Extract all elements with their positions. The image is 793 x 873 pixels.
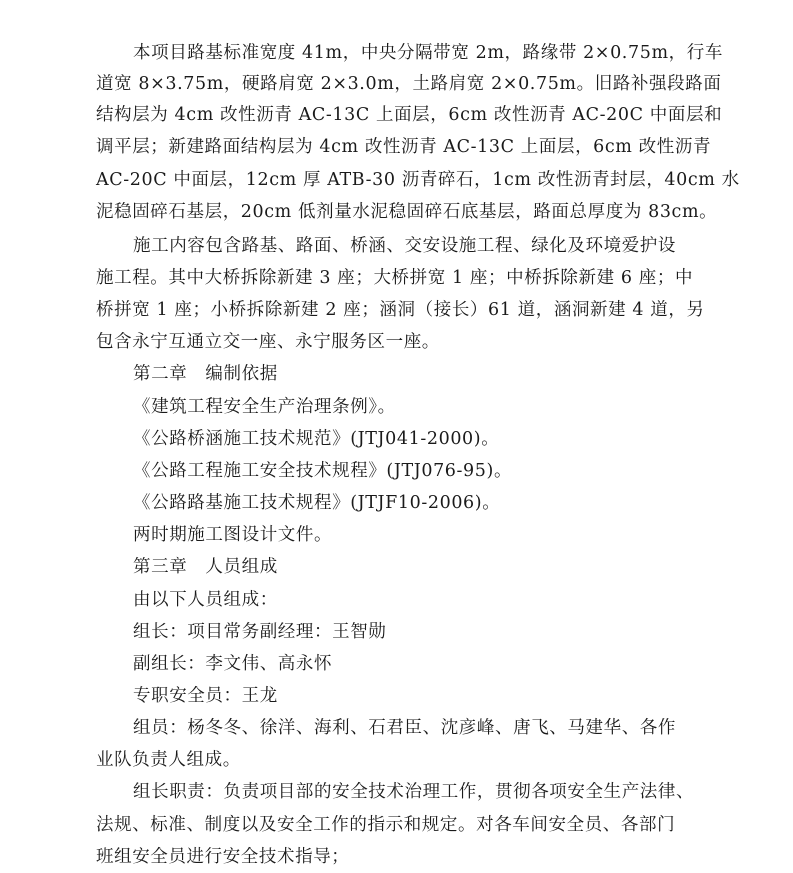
reference-item: 《公路桥涵施工技术规范》(JTJ041-2000)。 — [133, 429, 500, 449]
safety-officer-line: 专职安全员：王龙 — [133, 686, 278, 706]
team-leader-line: 组长：项目常务副经理：王智勋 — [133, 622, 387, 642]
paragraph-line: 由以下人员组成： — [133, 590, 278, 610]
paragraph-line: 本项目路基标准宽度 41m，中央分隔带宽 2m，路缘带 2×0.75m，行车 — [133, 43, 723, 63]
reference-item: 《公路工程施工安全技术规程》(JTJ076-95)。 — [133, 461, 513, 481]
paragraph-line: 包含永宁互通立交一座、永宁服务区一座。 — [96, 332, 440, 352]
reference-item: 两时期施工图设计文件。 — [133, 525, 333, 545]
paragraph-line: 道宽 8×3.75m，硬路肩宽 2×3.0m，土路肩宽 2×0.75m。旧路补强段路面 — [96, 74, 722, 94]
paragraph-line: 桥拼宽 1 座；小桥拆除新建 2 座；涵洞（接长）61 道，涵洞新建 4 道，另 — [96, 300, 705, 320]
team-members-line: 组员：杨冬冬、徐洋、海利、石君臣、沈彦峰、唐飞、马建华、各作 — [133, 718, 676, 738]
paragraph-line: AC-20C 中面层，12cm 厚 ATB-30 沥青碎石，1cm 改性沥青封层，40cm 水 — [96, 170, 740, 190]
paragraph-line: 组长职责：负责项目部的安全技术治理工作，贯彻各项安全生产法律、 — [133, 782, 695, 802]
paragraph-line: 结构层为 4cm 改性沥青 AC-13C 上面层，6cm 改性沥青 AC-20C 中面层和 — [96, 105, 723, 125]
deputy-leader-line: 副组长：李文伟、高永怀 — [133, 654, 333, 674]
paragraph-line: 施工程。其中大桥拆除新建 3 座；大桥拼宽 1 座；中桥拆除新建 6 座；中 — [96, 268, 694, 288]
paragraph-line: 班组安全员进行安全技术指导； — [96, 847, 350, 867]
chapter-heading: 第二章 编制依据 — [133, 364, 278, 384]
chapter-heading: 第三章 人员组成 — [133, 557, 278, 577]
reference-item: 《建筑工程安全生产治理条例》。 — [133, 397, 396, 417]
paragraph-line: 泥稳固碎石基层，20cm 低剂量水泥稳固碎石底基层，路面总厚度为 83cm。 — [96, 202, 718, 222]
paragraph-line: 调平层；新建路面结构层为 4cm 改性沥青 AC-13C 上面层，6cm 改性沥青 — [96, 137, 712, 157]
reference-item: 《公路路基施工技术规程》(JTJF10-2006)。 — [133, 493, 501, 513]
paragraph-line: 法规、标准、制度以及安全工作的指示和规定。对各车间安全员、各部门 — [96, 815, 676, 835]
paragraph-line: 施工内容包含路基、路面、桥涵、交安设施工程、绿化及环境爱护设 — [133, 236, 676, 256]
team-members-line: 业队负责人组成。 — [96, 750, 241, 770]
